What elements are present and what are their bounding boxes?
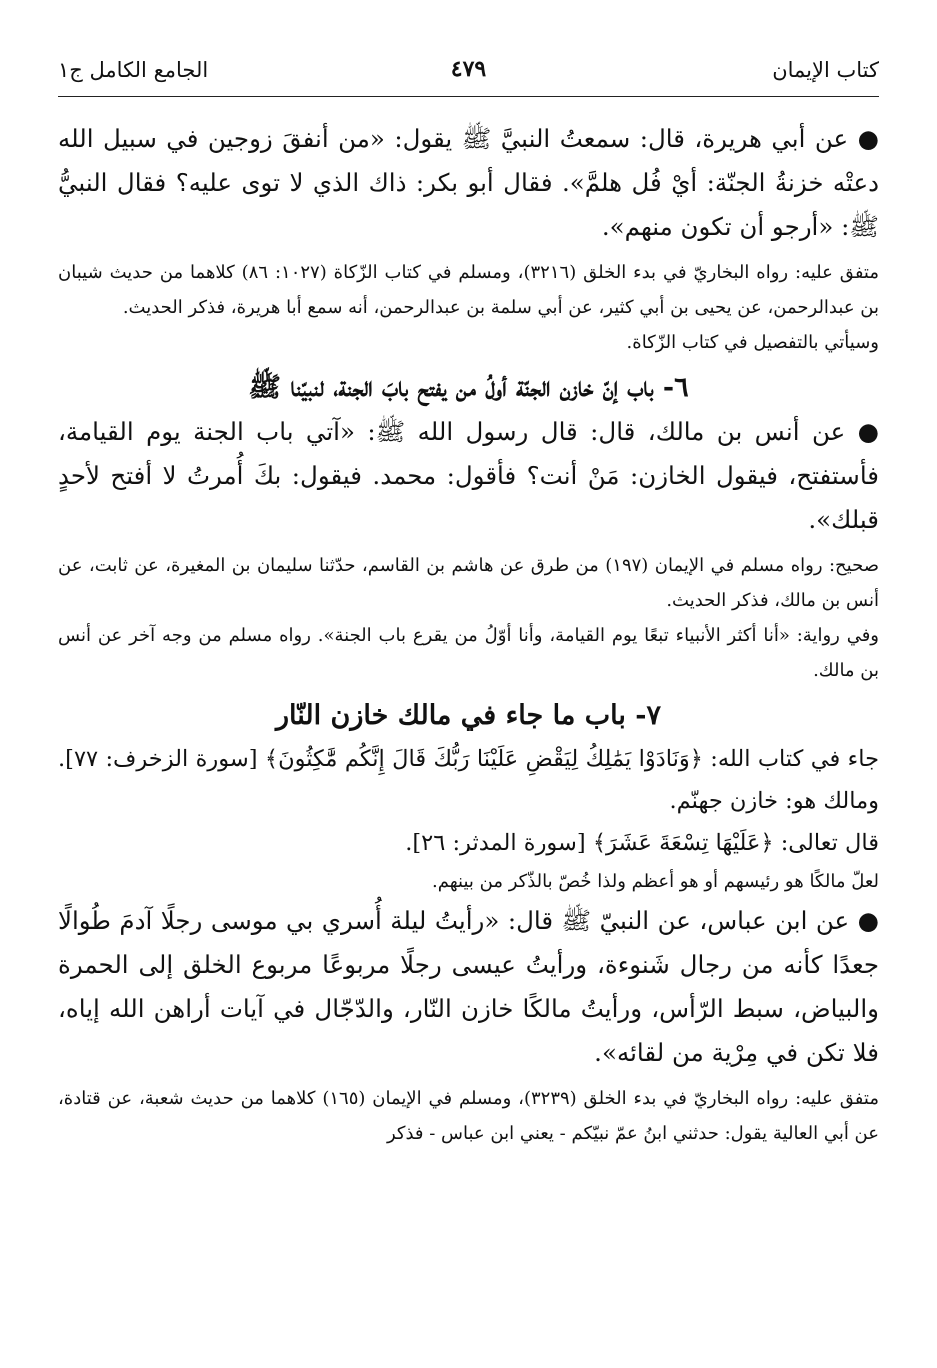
hadith-ibn-abbas: ● عن ابن عباس، عن النبيّ ﷺ قال: «رأيتُ ليلة أُسري بي موسى رجلًا آدمَ طُوالًا جعدًا كأنه من رجال شَنوءة، ورأيتُ عيسى رجلًا مربوعًا مربوع الخلق إلى الحمرة والبياض، سبط الرّأس، ورأيتُ مالكًا خازن النّار، والدّجّال في آيات أراهن الله إياه، فلا تكن في مِرْية من لقائه». [58,906,879,1067]
chapter-heading-7: ٧- باب ما جاء في مالك خازن النّار [276,700,661,731]
commentary-note: لعلّ مالكًا هو رئيسهم أو هو أعظم ولذا خُصّ بالذّكر من بينهم. [432,871,879,892]
work-title: الجامع الكامل ج١ [58,58,209,82]
hadith-abu-hurayra: ● عن أبي هريرة، قال: سمعتُ النبيَّ ﷺ يقول: «من أنفقَ زوجين في سبيل الله دعتْه خزنةُ الجنّة: أيْ فُل هلمَّ». فقال أبو بكر: ذاك الذي لا توى عليه؟ فقال النبيُّ ﷺ: «أرجو أن تكون منهم». [58,124,879,241]
takhrij-note: متفق عليه: رواه البخاريّ في بدء الخلق (٣٢١٦)، ومسلم في كتاب الزّكاة (١٠٢٧: ٨٦) كلاهما من حديث شيبان بن عبدالرحمن، عن يحيى بن أبي كثير، عن أبي سلمة بن عبدالرحمن، أنه سمع أبا هريرة، فذكر الحديث. [58,262,879,318]
running-header [58,52,879,97]
quran-citation: جاء في كتاب الله: ﴿وَنَادَوْا يَمَٰلِكُ لِيَقْضِ عَلَيْنَا رَبُّكَ قَالَ إِنَّكُم مَّٰكِثُونَ﴾ [سورة الزخرف: ٧٧]. ومالك هو: خازن جهنّم. [58,746,879,814]
page-number: ٤٧٩ [450,56,487,82]
hadith-anas: ● عن أنس بن مالك، قال: قال رسول الله ﷺ: «آتي باب الجنة يوم القيامة، فأستفتح، فيقول الخازن: مَنْ أنت؟ فأقول: محمد. فيقول: بكَ أُمرتُ لا أفتح لأحدٍ قبلك». [58,417,879,534]
variant-narration-note: وفي رواية: «أنا أكثر الأنبياء تبعًا يوم القيامة، وأنا أوّلُ من يقرع باب الجنة». رواه مسلم من وجه آخر عن أنس بن مالك. [58,625,879,681]
quran-citation: قال تعالى: ﴿عَلَيْهَا تِسْعَةَ عَشَرَ﴾ [سورة المدثر: ٢٦]. [405,830,879,856]
book-title: كتاب الإيمان [772,58,879,82]
takhrij-note: صحيح: رواه مسلم في الإيمان (١٩٧) من طرق عن هاشم بن القاسم، حدّثنا سليمان بن المغيرة، عن ثابت، عن أنس بن مالك، فذكر الحديث. [58,555,879,611]
cross-reference-note: وسيأتي بالتفصيل في كتاب الزّكاة. [626,332,879,353]
page-body [58,117,879,1151]
takhrij-note: متفق عليه: رواه البخاريّ في بدء الخلق (٣٢٣٩)، ومسلم في الإيمان (١٦٥) كلاهما من حديث شعبة، عن قتادة، عن أبي العالية يقول: حدثني ابنُ عمّ نبيّكم - يعني ابن عباس - فذكر [58,1088,879,1144]
chapter-heading-6: ٦- باب إنّ خازن الجنّة أولُ من يفتح بابَ الجنة، لنبيّنا ﷺ [248,372,689,403]
